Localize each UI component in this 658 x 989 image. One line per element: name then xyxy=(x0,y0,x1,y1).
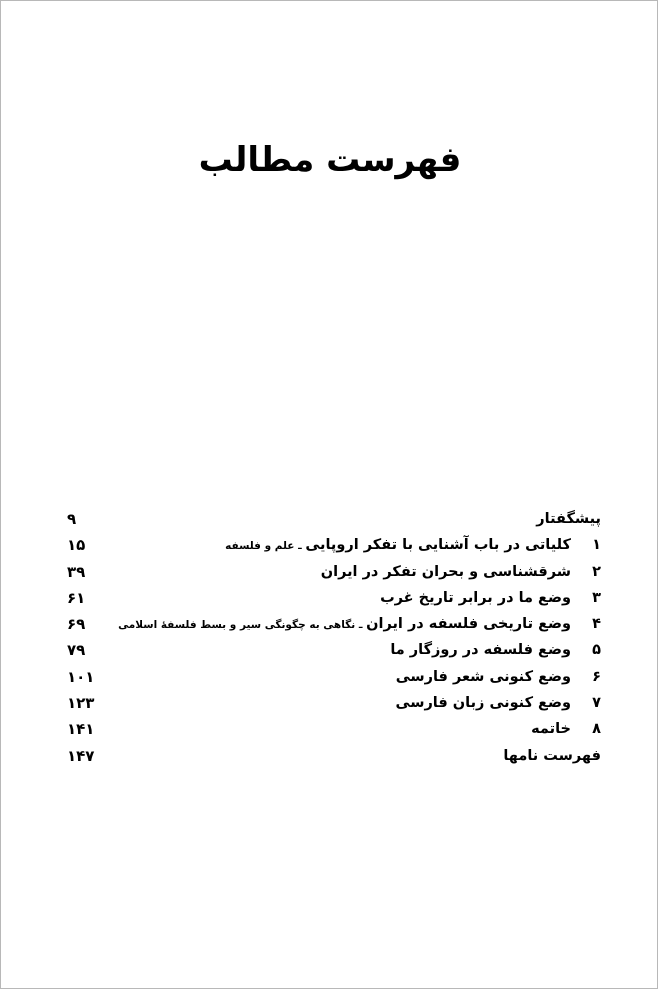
toc-entry-text xyxy=(118,611,601,637)
toc-entry-text xyxy=(321,559,601,585)
toc-chapter-number: ۸ xyxy=(592,721,601,738)
toc-chapter-number: ۲ xyxy=(592,563,601,580)
toc-entry-chapter-6 xyxy=(67,664,601,690)
toc-entry-title: خاتمه xyxy=(531,721,571,738)
toc-page-number: ۶۱ xyxy=(67,588,86,607)
toc-entry-text xyxy=(380,585,601,611)
toc-entry-index xyxy=(67,743,601,769)
toc-entry-title: کلیاتی در باب آشنایی با تفکر اروپایی xyxy=(305,537,571,554)
toc-page-number: ۱۰۱ xyxy=(67,667,95,686)
toc-page-number: ۳۹ xyxy=(67,562,86,581)
toc-entry-text xyxy=(396,690,601,716)
toc-entry-title: وضع ما در برابر تاریخ غرب xyxy=(380,589,571,606)
toc-entry-chapter-8 xyxy=(67,716,601,742)
page-title: فهرست مطالب xyxy=(198,140,462,180)
toc-entry-title: وضع تاریخی فلسفه در ایران xyxy=(366,616,571,633)
toc-page-number: ۱۵ xyxy=(67,536,86,555)
toc-entry-text xyxy=(503,743,601,769)
toc-entry-text xyxy=(396,664,601,690)
toc-entry-chapter-3 xyxy=(67,585,601,611)
toc-page-number: ۱۴۱ xyxy=(67,720,95,739)
toc-entry-chapter-4 xyxy=(67,611,601,637)
toc-chapter-number: ۴ xyxy=(592,616,601,633)
toc-entry-title: پیشگفتار xyxy=(536,511,601,527)
toc-page-number: ۱۴۷ xyxy=(67,746,95,765)
toc-chapter-number: ۱ xyxy=(592,537,601,554)
toc-entry-chapter-2 xyxy=(67,559,601,585)
toc-page-number: ۱۲۳ xyxy=(67,694,95,713)
toc-page-number: ۹ xyxy=(67,510,77,528)
toc-chapter-number: ۳ xyxy=(592,589,601,606)
toc-chapter-number: ۵ xyxy=(592,642,601,659)
toc-entry-subtitle: ـ نگاهی به چگونگی سیر و بسط فلسفهٔ اسلامی xyxy=(118,619,367,632)
toc-entry-text xyxy=(536,506,601,532)
toc-chapter-number: ۶ xyxy=(592,668,601,685)
toc-entry-preface xyxy=(67,506,601,532)
toc-entry-subtitle: ـ علم و فلسفه xyxy=(225,540,306,553)
table-of-contents xyxy=(67,506,601,769)
toc-entry-text xyxy=(225,532,601,558)
toc-entry-title: وضع فلسفه در روزگار ما xyxy=(390,642,571,659)
toc-entry-chapter-5 xyxy=(67,637,601,663)
toc-entry-title: وضع کنونی زبان فارسی xyxy=(395,695,571,712)
toc-entry-title: فهرست نامها xyxy=(503,747,601,764)
toc-entry-chapter-7 xyxy=(67,690,601,716)
toc-page-number: ۷۹ xyxy=(67,641,86,660)
toc-entry-chapter-1 xyxy=(67,532,601,558)
toc-entry-title: وضع کنونی شعر فارسی xyxy=(395,668,571,685)
toc-entry-text xyxy=(531,716,601,742)
toc-chapter-number: ۷ xyxy=(592,695,601,712)
toc-entry-text xyxy=(390,637,601,663)
toc-entry-title: شرقشناسی و بحران تفکر در ایران xyxy=(320,563,571,580)
toc-page-number: ۶۹ xyxy=(67,615,86,634)
